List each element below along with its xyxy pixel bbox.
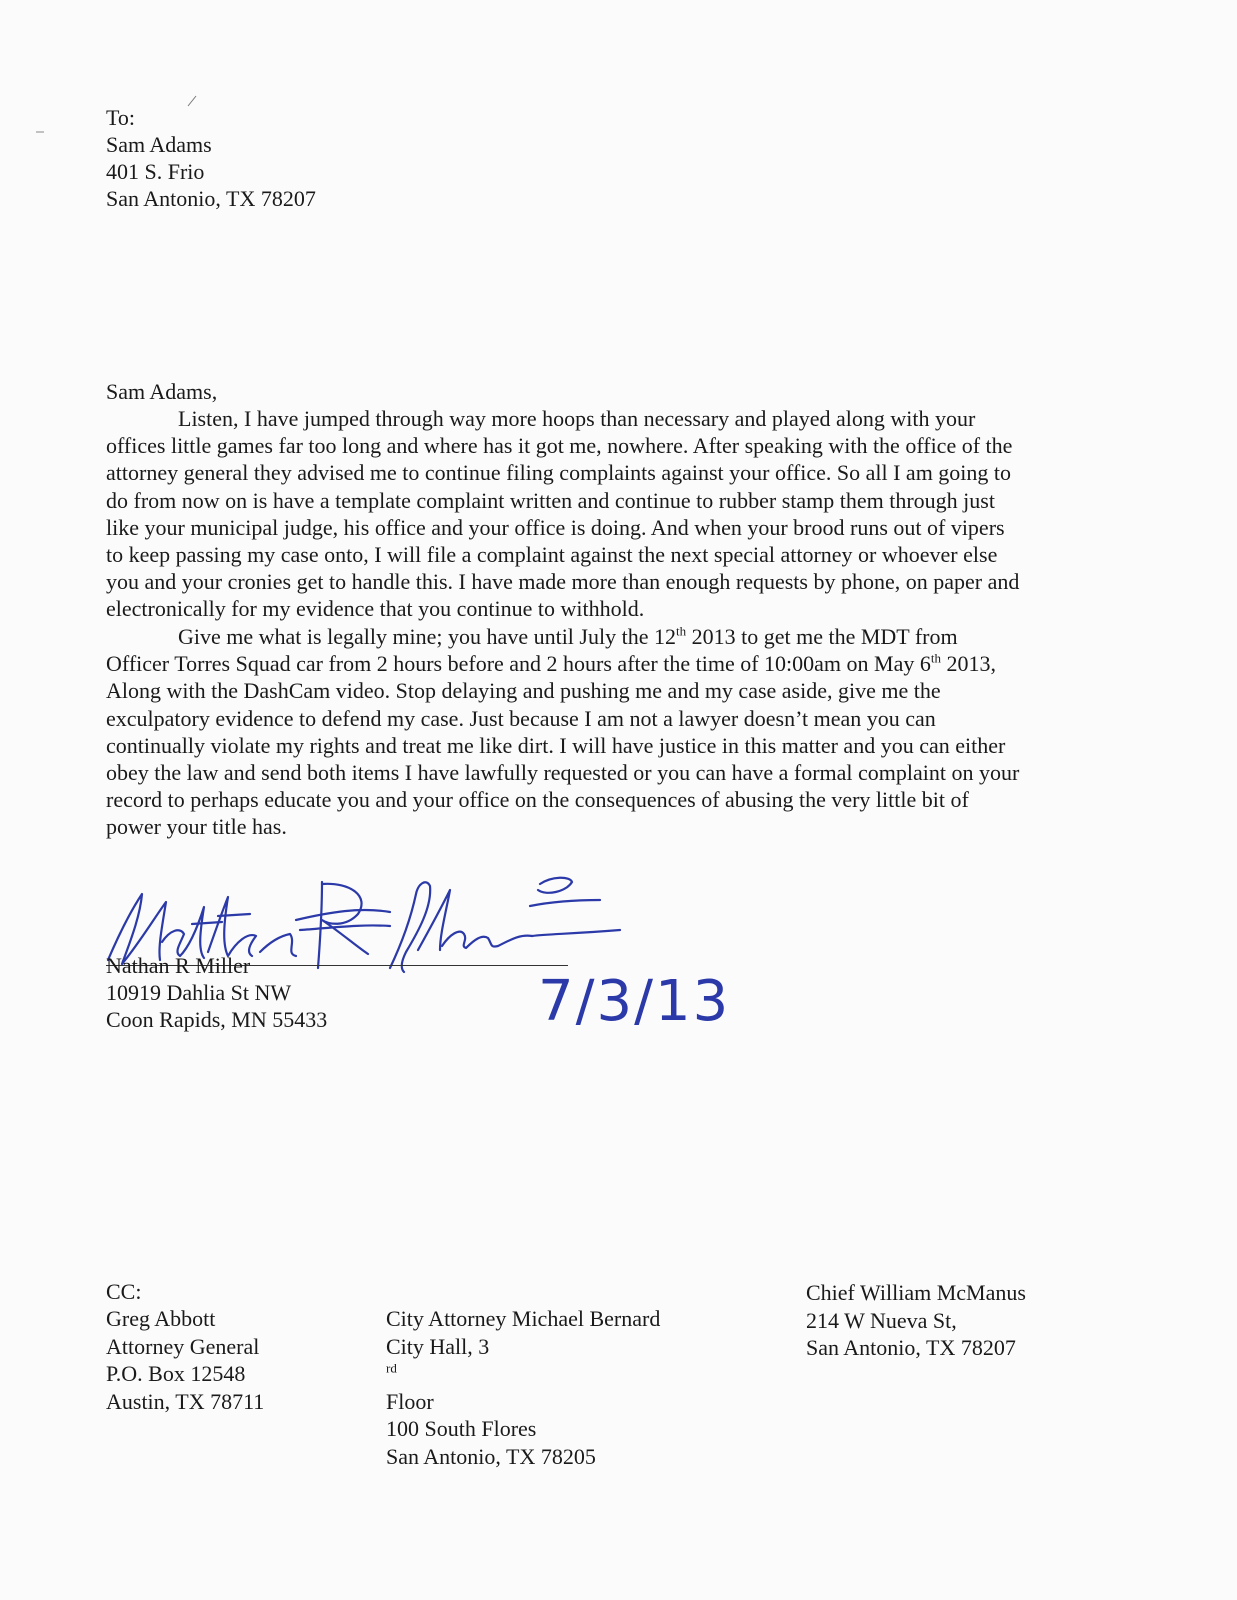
body-line: Along with the DashCam video. Stop delaying and pushing me and my case aside, give me the: [106, 678, 941, 704]
handwritten-date-text: 7/3/13: [538, 969, 731, 1034]
cc-line: City Attorney Michael Bernard: [386, 1306, 661, 1331]
body-line: offices little games far too long and where has it got me, nowhere. After speaking with the office of the: [106, 433, 1013, 459]
body-line: to keep passing my case onto, I will file a complaint against the next special attorney or whoever else: [106, 542, 998, 568]
body-line: like your municipal judge, his office and your office is doing. And when your brood runs out of vipers: [106, 514, 1005, 540]
cc-text: City Hall, 3: [386, 1333, 490, 1359]
recipient-name: Sam Adams: [106, 132, 212, 157]
cc-line: Attorney General: [106, 1333, 260, 1359]
body-paragraph-1: [106, 405, 1116, 623]
body-line: do from now on is have a template complaint written and continue to rubber stamp them through just: [106, 487, 995, 513]
cc-line: Greg Abbott: [106, 1306, 216, 1331]
body-line: [106, 623, 1116, 650]
ordinal-suffix: rd: [386, 1360, 397, 1376]
body-text: Give me what is legally mine; you have until July the 12: [178, 624, 676, 649]
sender-city: Coon Rapids, MN 55433: [106, 1007, 328, 1032]
to-label: To:: [106, 105, 136, 130]
sender-name: Nathan R Miller: [106, 953, 251, 978]
scan-speck-left: [36, 130, 46, 134]
cc-line: Austin, TX 78711: [106, 1388, 265, 1414]
body-line: power your title has.: [106, 814, 287, 840]
body-paragraph-2: [106, 623, 1116, 841]
cc-label: CC:: [106, 1279, 142, 1304]
body-line: electronically for my evidence that you continue to withhold.: [106, 596, 645, 622]
cc-line: [386, 1333, 660, 1416]
cc-recipient-2: [386, 1305, 660, 1470]
body-text: Officer Torres Squad car from 2 hours before and 2 hours after the time of 10:00am on May 6: [106, 651, 931, 677]
body-line: you and your cronies get to handle this. I have made more than enough requests by phone, on paper and: [106, 569, 1020, 595]
body-line: obey the law and send both items I have lawfully requested or you can have a formal complaint on your: [106, 760, 1020, 786]
body-line: exculpatory evidence to defend my case. Just because I am not a lawyer doesn’t mean you can: [106, 705, 936, 731]
salutation: Sam Adams,: [106, 379, 218, 404]
handwritten-date: [530, 960, 740, 1040]
cc-line: 214 W Nueva St,: [806, 1307, 957, 1333]
body-line: record to perhaps educate you and your office on the consequences of abusing the very little bit of: [106, 787, 969, 813]
recipient-city: San Antonio, TX 78207: [106, 186, 316, 211]
ordinal-suffix: th: [930, 650, 941, 666]
cc-line: 100 South Flores: [386, 1416, 537, 1441]
body-line: [106, 650, 1116, 677]
body-line: attorney general they advised me to continue filing complaints against your office. So all I am going to: [106, 460, 1012, 486]
cc-recipient-3: [806, 1279, 1026, 1362]
cc-recipient-1: [106, 1305, 264, 1415]
ordinal-suffix: th: [675, 623, 687, 639]
cc-text: Floor: [386, 1388, 434, 1414]
body-line: Listen, I have jumped through way more hoops than necessary and played along with your: [178, 406, 976, 431]
cc-line: P.O. Box 12548: [106, 1361, 246, 1386]
cc-line: San Antonio, TX 78205: [386, 1443, 596, 1469]
cc-line: San Antonio, TX 78207: [806, 1335, 1016, 1360]
sender-block: [106, 952, 327, 1033]
body-text: 2013,: [940, 651, 996, 677]
to-block: [106, 104, 316, 212]
recipient-street: 401 S. Frio: [106, 159, 205, 184]
body-line: continually violate my rights and treat me like dirt. I will have justice in this matter and you can either: [106, 732, 1006, 758]
body-text: 2013 to get me the MDT from: [686, 624, 958, 649]
sender-street: 10919 Dahlia St NW: [106, 980, 292, 1005]
cc-line: Chief William McManus: [806, 1280, 1026, 1305]
